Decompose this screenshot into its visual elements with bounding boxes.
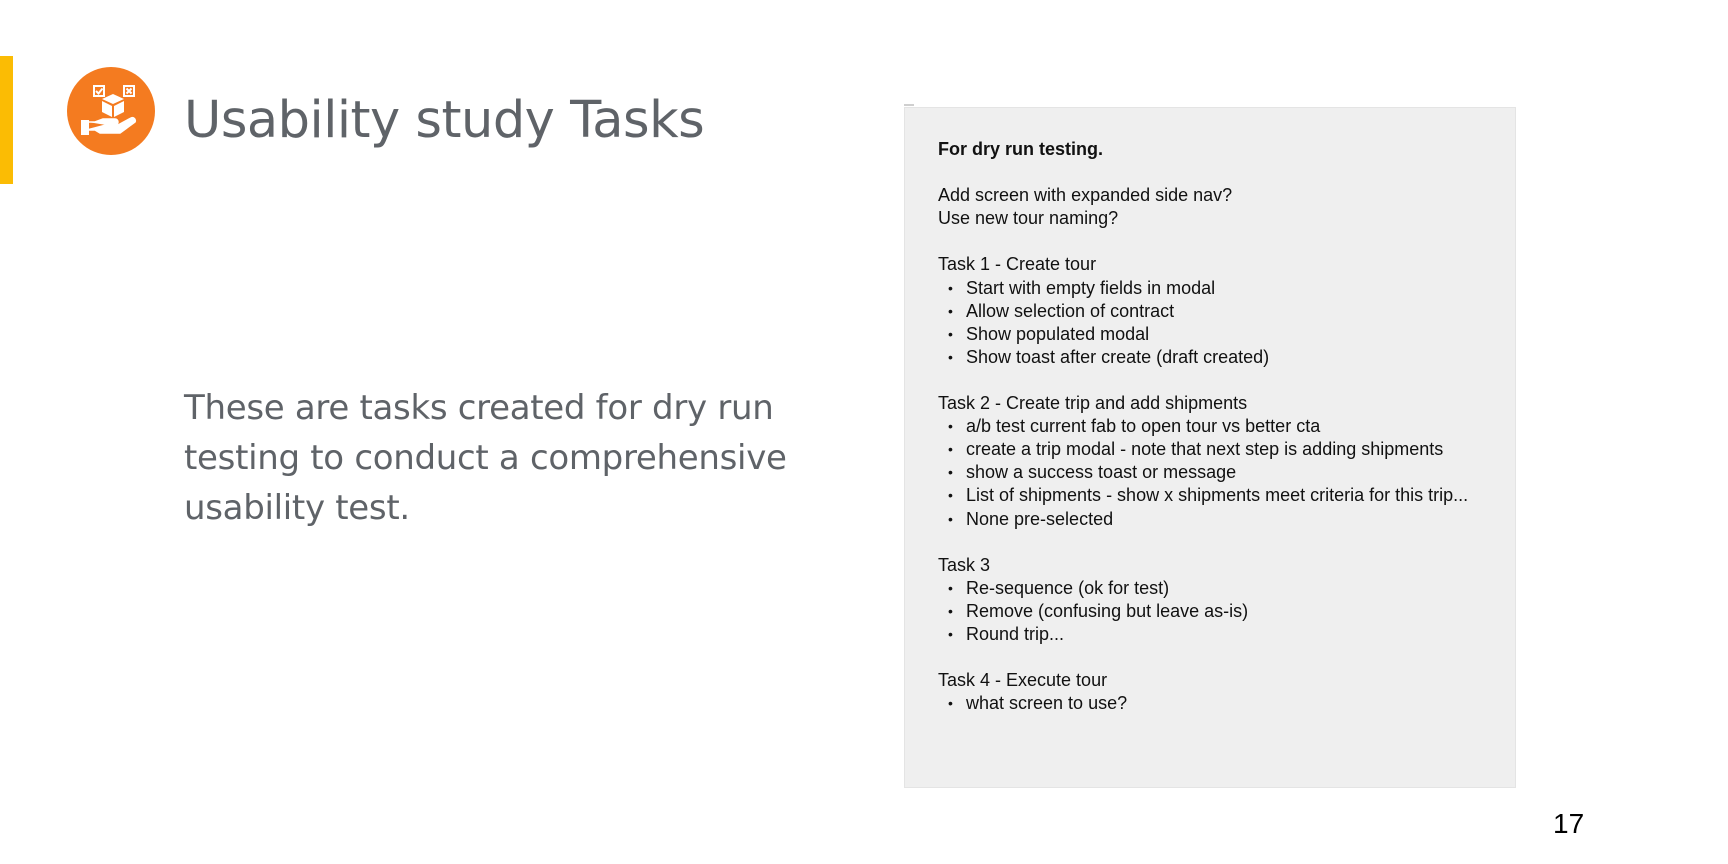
task-item: • Start with empty fields in modal (966, 277, 1495, 300)
card-corner-mark (904, 104, 914, 106)
task-list (938, 277, 1495, 369)
task-title: Task 4 - Execute tour (938, 670, 1108, 691)
task-item: • create a trip modal - note that next step is adding shipments (966, 438, 1495, 461)
notes-intro-line: Use new tour naming? (938, 208, 1119, 229)
task-item: • Round trip... (966, 623, 1495, 646)
task-title: Task 1 - Create tour (938, 254, 1097, 275)
task-list (938, 692, 1495, 715)
notes-heading: For dry run testing. (938, 139, 1104, 159)
task-list (938, 415, 1495, 530)
page-title: Usability study Tasks (184, 91, 705, 150)
task-item: • None pre-selected (966, 508, 1495, 531)
task-item: • Show populated modal (966, 323, 1495, 346)
task-item: • Allow selection of contract (966, 300, 1495, 323)
task-item: • a/b test current fab to open tour vs better cta (966, 415, 1495, 438)
hand-holding-box-icon (67, 67, 155, 155)
notes-intro-line: Add screen with expanded side nav? (938, 185, 1233, 206)
page-number: 17 (1553, 808, 1585, 839)
task-item: • Show toast after create (draft created) (966, 346, 1495, 369)
task-item: • Remove (confusing but leave as-is) (966, 600, 1495, 623)
task-item: • what screen to use? (966, 692, 1495, 715)
task-item: • Re-sequence (ok for test) (966, 577, 1495, 600)
task-title: Task 3 (938, 554, 991, 575)
task-item: • show a success toast or message (966, 461, 1495, 484)
task-list (938, 577, 1495, 646)
notes-card (904, 107, 1516, 788)
task-item: • List of shipments - show x shipments meet criteria for this trip... (966, 484, 1495, 507)
slide-body-text: These are tasks created for dry run testing to conduct a comprehensive usability test. (184, 388, 787, 528)
task-title: Task 2 - Create trip and add shipments (938, 393, 1248, 414)
accent-bar (0, 56, 13, 184)
